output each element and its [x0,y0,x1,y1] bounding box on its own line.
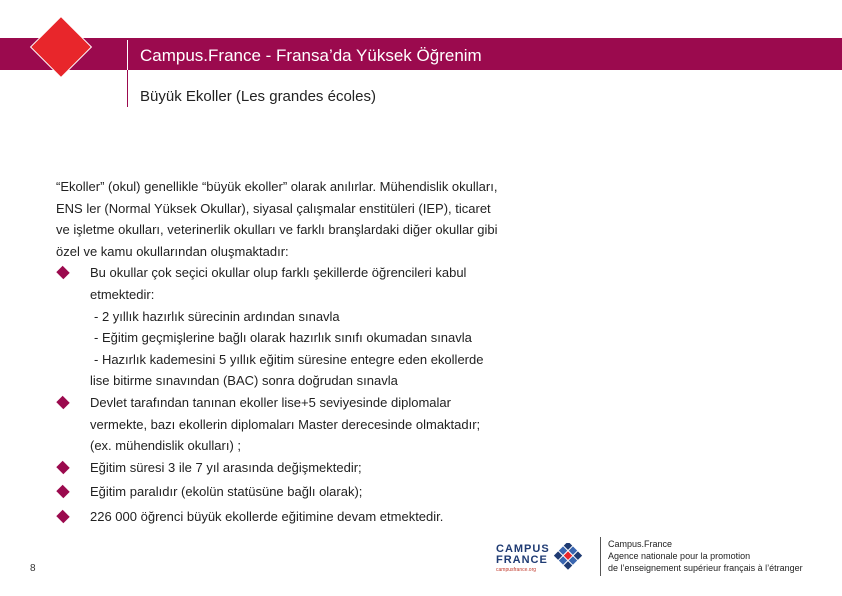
campus-france-logo [496,543,596,575]
bullet-sub-line: - Hazırlık kademesini 5 yıllık eğitim süresine entegre eden ekollerde [94,351,484,367]
bullet-sub-line: - 2 yıllık hazırlık sürecinin ardından sınavla [94,308,340,324]
organization-info [608,538,803,574]
bullet-line: lise bitirme sınavından (BAC) sonra doğrudan sınavla [90,373,398,389]
org-line: Campus.France [608,539,673,549]
diamond-bullet-icon [56,485,69,498]
diamond-bullet-icon [56,461,69,474]
intro-line: ve işletme okulları, veterinerlik okulları ve farklı branşlardaki diğer okullar gibi [56,222,498,238]
bullet-line: Devlet tarafından tanınan ekoller lise+5 seviyesinde diplomalar [90,394,451,410]
bullet-line: vermekte, bazı ekollerin diplomaları Master derecesinde olmaktadır; [90,416,481,432]
page-number: 8 [30,563,36,574]
bullet-item-fees [56,481,576,503]
logo-diamond-grid-icon [548,543,588,571]
bullet-line: Eğitim süresi 3 ile 7 yıl arasında değişmektedir; [90,459,362,475]
intro-line: “Ekoller” (okul) genellikle “büyük ekoller” olarak anılırlar. Mühendislik okulları, [56,179,498,194]
subtitle-divider [127,70,128,107]
bullet-line: 226 000 öğrenci büyük ekollerde eğitimine devam etmektedir. [90,508,444,524]
intro-paragraph [56,176,576,262]
logo-word-france: FRANCE [496,554,548,566]
page-title: Campus.France - Fransa’da Yüksek Öğrenim [140,46,482,65]
bullet-item-students [56,506,576,528]
page-subtitle: Büyük Ekoller (Les grandes écoles) [140,88,376,105]
diamond-bullet-icon [56,510,69,523]
intro-line: ENS ler (Normal Yüksek Okullar), siyasal çalışmalar enstitüleri (IEP), ticaret [56,200,491,216]
org-line: Agence nationale pour la promotion [608,551,751,561]
bullet-item-diplomas [56,392,576,457]
bullet-item-duration [56,457,576,479]
org-line: de l’enseignement supérieur français à l’étranger [608,563,803,573]
slide-body [56,176,576,528]
intro-line: özel ve kamu okullarından oluşmaktadır: [56,243,289,259]
logo-url: campusfrance.org [496,567,537,573]
logo-word-campus: CAMPUS [496,543,550,555]
bullet-item-admission [56,262,576,392]
bullet-line: Bu okullar çok seçici okullar olup farklı şekillerde öğrencileri kabul [90,265,467,281]
footer-divider [600,537,601,576]
bullet-line: Eğitim paralıdır (ekolün statüsüne bağlı olarak); [90,484,363,500]
bullet-sub-line: - Eğitim geçmişlerine bağlı olarak hazırlık sınıfı okumadan sınavla [94,330,472,346]
diamond-bullet-icon [56,266,69,279]
bullet-line: (ex. mühendislik okulları) ; [90,438,241,454]
diamond-bullet-icon [56,396,69,409]
bullet-line: etmektedir: [90,286,155,302]
